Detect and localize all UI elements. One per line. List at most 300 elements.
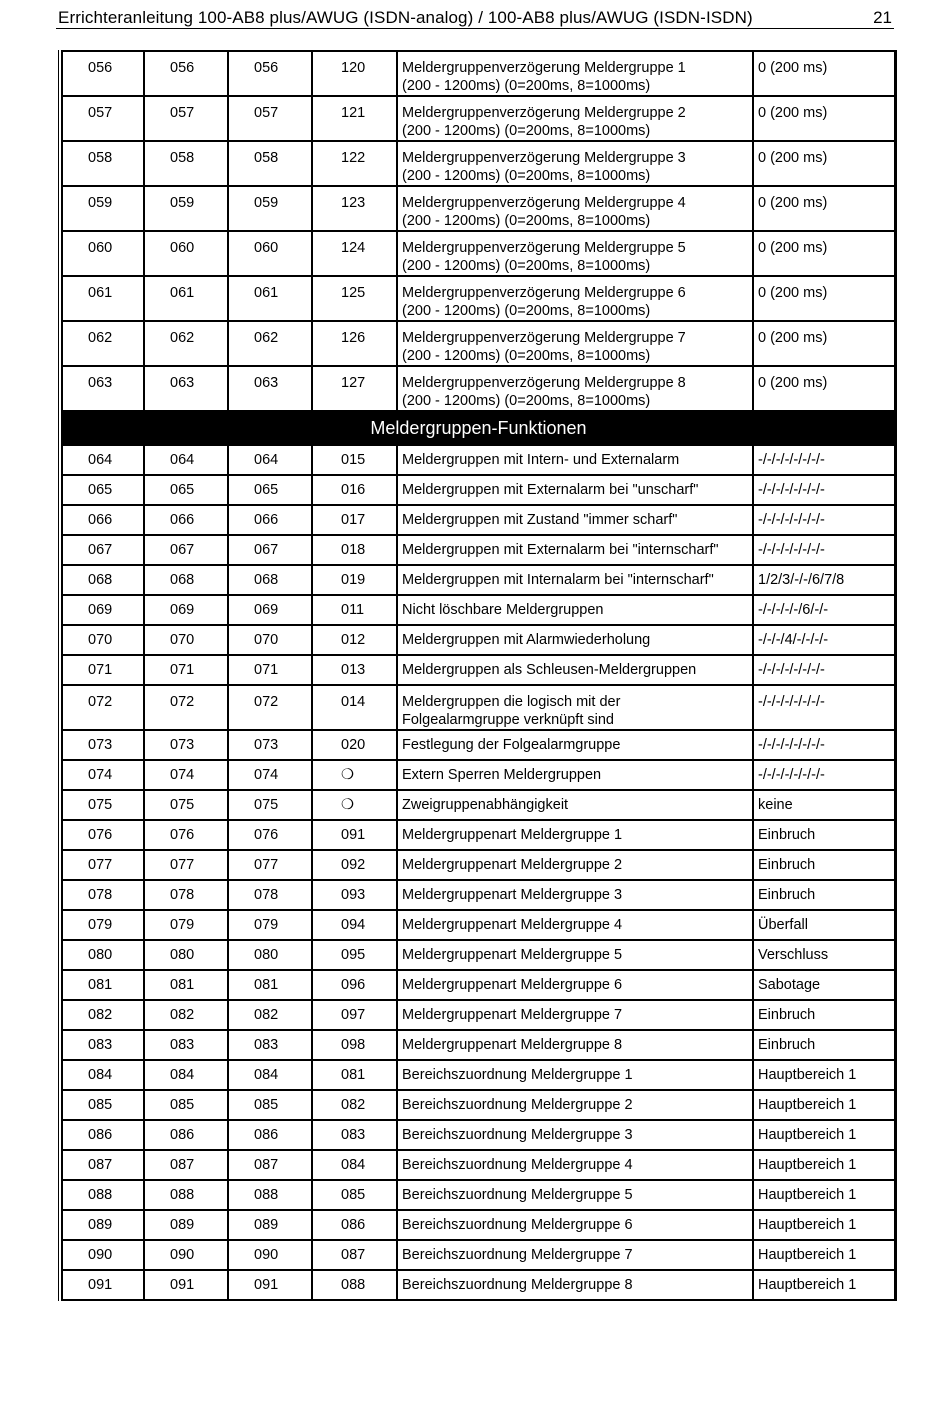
- description-cell: [397, 685, 753, 730]
- address-col-3: 056: [228, 51, 312, 96]
- description-cell: [397, 565, 753, 595]
- address-col-1: 066: [62, 505, 144, 535]
- table-row: [62, 970, 895, 1000]
- default-value-cell: -/-/-/-/-/-/-/-: [753, 475, 895, 505]
- address-col-4: 091: [312, 820, 397, 850]
- default-value-cell: 0 (200 ms): [753, 366, 895, 411]
- description-line-1: Meldergruppen mit Externalarm bei "unscharf": [402, 482, 699, 498]
- address-col-1: 061: [62, 276, 144, 321]
- description-cell: [397, 730, 753, 760]
- address-col-1: 082: [62, 1000, 144, 1030]
- table-row: [62, 565, 895, 595]
- address-col-1: 068: [62, 565, 144, 595]
- address-col-3: 088: [228, 1180, 312, 1210]
- address-col-1: 069: [62, 595, 144, 625]
- address-col-2: 056: [144, 51, 228, 96]
- address-col-3: 075: [228, 790, 312, 820]
- address-col-2: 066: [144, 505, 228, 535]
- address-col-4: 120: [312, 51, 397, 96]
- address-col-2: 088: [144, 1180, 228, 1210]
- table-row: [62, 96, 895, 141]
- address-col-1: 077: [62, 850, 144, 880]
- table-row: [62, 51, 895, 96]
- table-row: [62, 790, 895, 820]
- description-line-1: Meldergruppenart Meldergruppe 5: [402, 947, 623, 963]
- address-col-3: 085: [228, 1090, 312, 1120]
- description-line-2: (200 - 1200ms) (0=200ms, 8=1000ms): [402, 258, 651, 274]
- address-col-4: 095: [312, 940, 397, 970]
- table-row: [62, 445, 895, 475]
- default-value-cell: -/-/-/-/-/-/-/-: [753, 505, 895, 535]
- default-value-cell: Einbruch: [753, 1030, 895, 1060]
- address-col-2: 079: [144, 910, 228, 940]
- description-cell: [397, 760, 753, 790]
- address-col-3: 078: [228, 880, 312, 910]
- address-col-1: 089: [62, 1210, 144, 1240]
- address-col-4: 017: [312, 505, 397, 535]
- description-line-1: Bereichszuordnung Meldergruppe 5: [402, 1187, 633, 1203]
- description-cell: [397, 535, 753, 565]
- description-cell: [397, 1120, 753, 1150]
- address-col-4: 121: [312, 96, 397, 141]
- description-cell: [397, 51, 753, 96]
- description-line-1: Meldergruppenart Meldergruppe 2: [402, 857, 623, 873]
- description-line-2: (200 - 1200ms) (0=200ms, 8=1000ms): [402, 78, 651, 94]
- description-line-1: Meldergruppenverzögerung Meldergruppe 2: [402, 105, 686, 121]
- address-col-1: 062: [62, 321, 144, 366]
- address-col-4: 125: [312, 276, 397, 321]
- address-col-4: 093: [312, 880, 397, 910]
- address-col-2: 073: [144, 730, 228, 760]
- description-line-1: Bereichszuordnung Meldergruppe 4: [402, 1157, 633, 1173]
- address-col-4: 013: [312, 655, 397, 685]
- table-row: [62, 625, 895, 655]
- address-col-2: 076: [144, 820, 228, 850]
- table-row: [62, 1240, 895, 1270]
- description-line-1: Meldergruppenart Meldergruppe 1: [402, 827, 623, 843]
- address-col-3: 084: [228, 1060, 312, 1090]
- default-value-cell: -/-/-/-/-/-/-/-: [753, 535, 895, 565]
- address-col-1: 058: [62, 141, 144, 186]
- address-col-1: 057: [62, 96, 144, 141]
- description-cell: [397, 276, 753, 321]
- description-line-2: (200 - 1200ms) (0=200ms, 8=1000ms): [402, 348, 651, 364]
- address-col-3: 073: [228, 730, 312, 760]
- address-col-1: 087: [62, 1150, 144, 1180]
- table-row: [62, 505, 895, 535]
- address-col-1: 076: [62, 820, 144, 850]
- table-row: [62, 655, 895, 685]
- address-col-3: 066: [228, 505, 312, 535]
- description-line-2: (200 - 1200ms) (0=200ms, 8=1000ms): [402, 123, 651, 139]
- table-row: [62, 850, 895, 880]
- address-col-1: 088: [62, 1180, 144, 1210]
- default-value-cell: Hauptbereich 1: [753, 1240, 895, 1270]
- default-value-cell: 0 (200 ms): [753, 186, 895, 231]
- address-col-1: 085: [62, 1090, 144, 1120]
- address-col-4: 096: [312, 970, 397, 1000]
- address-col-4: 123: [312, 186, 397, 231]
- default-value-cell: Hauptbereich 1: [753, 1120, 895, 1150]
- address-col-1: 063: [62, 366, 144, 411]
- address-col-2: 065: [144, 475, 228, 505]
- description-cell: [397, 1090, 753, 1120]
- address-col-2: 086: [144, 1120, 228, 1150]
- default-value-cell: Verschluss: [753, 940, 895, 970]
- default-value-cell: Einbruch: [753, 880, 895, 910]
- description-cell: [397, 445, 753, 475]
- description-line-1: Meldergruppenverzögerung Meldergruppe 5: [402, 240, 686, 256]
- default-value-cell: -/-/-/-/-/-/-/-: [753, 445, 895, 475]
- address-col-4: 011: [312, 595, 397, 625]
- table-row: [62, 910, 895, 940]
- table-row: [62, 321, 895, 366]
- address-col-2: 063: [144, 366, 228, 411]
- address-col-2: 082: [144, 1000, 228, 1030]
- default-value-cell: keine: [753, 790, 895, 820]
- table-row: [62, 595, 895, 625]
- table-row: [62, 141, 895, 186]
- table-row: [62, 1030, 895, 1060]
- address-col-2: 057: [144, 96, 228, 141]
- address-col-3: 090: [228, 1240, 312, 1270]
- table-row: [62, 475, 895, 505]
- description-line-1: Nicht löschbare Meldergruppen: [402, 602, 604, 618]
- default-value-cell: 0 (200 ms): [753, 96, 895, 141]
- default-value-cell: 0 (200 ms): [753, 141, 895, 186]
- address-col-4: 085: [312, 1180, 397, 1210]
- address-col-4: 097: [312, 1000, 397, 1030]
- description-cell: [397, 186, 753, 231]
- default-value-cell: Überfall: [753, 910, 895, 940]
- address-col-4: 086: [312, 1210, 397, 1240]
- description-cell: [397, 790, 753, 820]
- description-line-1: Bereichszuordnung Meldergruppe 6: [402, 1217, 633, 1233]
- address-col-2: 078: [144, 880, 228, 910]
- description-line-2: (200 - 1200ms) (0=200ms, 8=1000ms): [402, 168, 651, 184]
- address-col-2: 091: [144, 1270, 228, 1300]
- parameter-table-frame: [58, 50, 897, 1301]
- parameter-table: [61, 50, 896, 1301]
- section-title: Meldergruppen-Funktionen: [62, 411, 895, 445]
- address-col-1: 073: [62, 730, 144, 760]
- default-value-cell: 0 (200 ms): [753, 231, 895, 276]
- address-col-1: 074: [62, 760, 144, 790]
- address-col-3: 059: [228, 186, 312, 231]
- description-line-1: Meldergruppen mit Externalarm bei "internscharf": [402, 542, 719, 558]
- description-cell: [397, 96, 753, 141]
- default-value-cell: Hauptbereich 1: [753, 1090, 895, 1120]
- address-col-4: 018: [312, 535, 397, 565]
- description-cell: [397, 1060, 753, 1090]
- default-value-cell: -/-/-/4/-/-/-/-: [753, 625, 895, 655]
- address-col-4: 126: [312, 321, 397, 366]
- default-value-cell: Einbruch: [753, 820, 895, 850]
- table-row: [62, 1150, 895, 1180]
- default-value-cell: Hauptbereich 1: [753, 1270, 895, 1300]
- address-col-2: 070: [144, 625, 228, 655]
- address-col-2: 077: [144, 850, 228, 880]
- table-row: [62, 186, 895, 231]
- page-header: [56, 4, 894, 29]
- address-col-1: 065: [62, 475, 144, 505]
- address-col-1: 071: [62, 655, 144, 685]
- description-cell: [397, 880, 753, 910]
- address-col-1: 072: [62, 685, 144, 730]
- address-col-1: 083: [62, 1030, 144, 1060]
- address-col-4: 088: [312, 1270, 397, 1300]
- address-col-2: 068: [144, 565, 228, 595]
- description-cell: [397, 910, 753, 940]
- address-col-4: 092: [312, 850, 397, 880]
- address-col-3: 058: [228, 141, 312, 186]
- description-cell: [397, 595, 753, 625]
- address-col-3: 062: [228, 321, 312, 366]
- table-row: [62, 880, 895, 910]
- table-row: [62, 730, 895, 760]
- address-col-2: 062: [144, 321, 228, 366]
- address-col-4: 098: [312, 1030, 397, 1060]
- address-col-3: 089: [228, 1210, 312, 1240]
- address-col-3: 087: [228, 1150, 312, 1180]
- description-line-1: Meldergruppenart Meldergruppe 4: [402, 917, 623, 933]
- description-cell: [397, 820, 753, 850]
- description-cell: [397, 1150, 753, 1180]
- description-line-1: Meldergruppenart Meldergruppe 7: [402, 1007, 623, 1023]
- address-col-2: 075: [144, 790, 228, 820]
- table-row: [62, 1090, 895, 1120]
- address-col-3: 068: [228, 565, 312, 595]
- description-cell: [397, 970, 753, 1000]
- address-col-4: 016: [312, 475, 397, 505]
- address-col-1: 078: [62, 880, 144, 910]
- address-col-1: 056: [62, 51, 144, 96]
- table-row: [62, 1270, 895, 1300]
- address-col-2: 058: [144, 141, 228, 186]
- description-line-1: Bereichszuordnung Meldergruppe 2: [402, 1097, 633, 1113]
- description-line-1: Bereichszuordnung Meldergruppe 3: [402, 1127, 633, 1143]
- description-line-1: Bereichszuordnung Meldergruppe 8: [402, 1277, 633, 1293]
- address-col-2: 069: [144, 595, 228, 625]
- address-col-4: 012: [312, 625, 397, 655]
- description-cell: [397, 1240, 753, 1270]
- address-col-2: 061: [144, 276, 228, 321]
- address-col-3: 064: [228, 445, 312, 475]
- default-value-cell: Hauptbereich 1: [753, 1180, 895, 1210]
- section-header-row: [62, 411, 895, 445]
- address-col-4: 081: [312, 1060, 397, 1090]
- address-col-3: 061: [228, 276, 312, 321]
- description-line-1: Meldergruppen als Schleusen-Meldergruppen: [402, 662, 697, 678]
- parameter-table-body: [62, 51, 895, 1300]
- table-row: [62, 940, 895, 970]
- description-line-2: Folgealarmgruppe verknüpft sind: [402, 712, 614, 728]
- address-col-3: 079: [228, 910, 312, 940]
- table-row: [62, 1060, 895, 1090]
- description-cell: [397, 1270, 753, 1300]
- address-col-1: 081: [62, 970, 144, 1000]
- description-line-1: Meldergruppenart Meldergruppe 3: [402, 887, 623, 903]
- address-col-4: ❍: [312, 790, 397, 820]
- address-col-3: 081: [228, 970, 312, 1000]
- address-col-4: 015: [312, 445, 397, 475]
- address-col-2: 060: [144, 231, 228, 276]
- default-value-cell: 1/2/3/-/-/6/7/8: [753, 565, 895, 595]
- address-col-2: 074: [144, 760, 228, 790]
- address-col-3: 065: [228, 475, 312, 505]
- description-line-1: Festlegung der Folgealarmgruppe: [402, 737, 621, 753]
- description-line-1: Meldergruppenverzögerung Meldergruppe 6: [402, 285, 686, 301]
- address-col-2: 089: [144, 1210, 228, 1240]
- address-col-3: 060: [228, 231, 312, 276]
- address-col-3: 072: [228, 685, 312, 730]
- table-row: [62, 820, 895, 850]
- address-col-2: 084: [144, 1060, 228, 1090]
- address-col-4: 083: [312, 1120, 397, 1150]
- address-col-3: 063: [228, 366, 312, 411]
- default-value-cell: 0 (200 ms): [753, 51, 895, 96]
- description-line-1: Meldergruppenverzögerung Meldergruppe 8: [402, 375, 686, 391]
- description-cell: [397, 141, 753, 186]
- description-cell: [397, 321, 753, 366]
- address-col-1: 091: [62, 1270, 144, 1300]
- description-line-1: Meldergruppenverzögerung Meldergruppe 4: [402, 195, 686, 211]
- address-col-3: 077: [228, 850, 312, 880]
- address-col-3: 071: [228, 655, 312, 685]
- table-row: [62, 1120, 895, 1150]
- address-col-1: 080: [62, 940, 144, 970]
- default-value-cell: -/-/-/-/-/6/-/-: [753, 595, 895, 625]
- description-line-1: Meldergruppen mit Internalarm bei "internscharf": [402, 572, 714, 588]
- address-col-2: 085: [144, 1090, 228, 1120]
- address-col-4: 087: [312, 1240, 397, 1270]
- address-col-2: 081: [144, 970, 228, 1000]
- address-col-3: 076: [228, 820, 312, 850]
- description-line-2: (200 - 1200ms) (0=200ms, 8=1000ms): [402, 303, 651, 319]
- table-row: [62, 231, 895, 276]
- description-cell: [397, 850, 753, 880]
- address-col-4: 094: [312, 910, 397, 940]
- description-line-1: Bereichszuordnung Meldergruppe 1: [402, 1067, 633, 1083]
- default-value-cell: -/-/-/-/-/-/-/-: [753, 730, 895, 760]
- address-col-3: 067: [228, 535, 312, 565]
- address-col-3: 074: [228, 760, 312, 790]
- address-col-1: 079: [62, 910, 144, 940]
- address-col-2: 064: [144, 445, 228, 475]
- address-col-4: ❍: [312, 760, 397, 790]
- default-value-cell: 0 (200 ms): [753, 321, 895, 366]
- address-col-1: 059: [62, 186, 144, 231]
- description-cell: [397, 1180, 753, 1210]
- description-cell: [397, 655, 753, 685]
- description-cell: [397, 1000, 753, 1030]
- table-row: [62, 535, 895, 565]
- address-col-3: 091: [228, 1270, 312, 1300]
- table-row: [62, 1210, 895, 1240]
- table-row: [62, 685, 895, 730]
- description-line-1: Meldergruppenverzögerung Meldergruppe 7: [402, 330, 686, 346]
- address-col-4: 019: [312, 565, 397, 595]
- page-number: 21: [873, 8, 892, 27]
- table-row: [62, 366, 895, 411]
- default-value-cell: Einbruch: [753, 850, 895, 880]
- address-col-4: 084: [312, 1150, 397, 1180]
- description-cell: [397, 940, 753, 970]
- address-col-2: 080: [144, 940, 228, 970]
- address-col-2: 083: [144, 1030, 228, 1060]
- description-cell: [397, 1030, 753, 1060]
- description-line-1: Meldergruppenart Meldergruppe 6: [402, 977, 623, 993]
- address-col-3: 057: [228, 96, 312, 141]
- description-line-1: Meldergruppen die logisch mit der: [402, 694, 621, 710]
- default-value-cell: Hauptbereich 1: [753, 1060, 895, 1090]
- document-title: Errichteranleitung 100-AB8 plus/AWUG (ISDN-analog) / 100-AB8 plus/AWUG (ISDN-ISDN): [58, 8, 753, 27]
- description-cell: [397, 625, 753, 655]
- address-col-4: 082: [312, 1090, 397, 1120]
- description-line-1: Meldergruppen mit Zustand "immer scharf": [402, 512, 678, 528]
- address-col-1: 060: [62, 231, 144, 276]
- address-col-3: 069: [228, 595, 312, 625]
- address-col-2: 090: [144, 1240, 228, 1270]
- address-col-2: 087: [144, 1150, 228, 1180]
- table-row: [62, 760, 895, 790]
- description-line-1: Meldergruppenverzögerung Meldergruppe 3: [402, 150, 686, 166]
- address-col-1: 067: [62, 535, 144, 565]
- address-col-1: 090: [62, 1240, 144, 1270]
- address-col-1: 070: [62, 625, 144, 655]
- address-col-3: 083: [228, 1030, 312, 1060]
- address-col-2: 067: [144, 535, 228, 565]
- description-cell: [397, 366, 753, 411]
- description-cell: [397, 231, 753, 276]
- default-value-cell: -/-/-/-/-/-/-/-: [753, 685, 895, 730]
- address-col-1: 075: [62, 790, 144, 820]
- address-col-4: 124: [312, 231, 397, 276]
- table-row: [62, 276, 895, 321]
- address-col-4: 014: [312, 685, 397, 730]
- table-row: [62, 1000, 895, 1030]
- default-value-cell: Sabotage: [753, 970, 895, 1000]
- address-col-3: 080: [228, 940, 312, 970]
- description-line-1: Extern Sperren Meldergruppen: [402, 767, 602, 783]
- description-line-1: Meldergruppenart Meldergruppe 8: [402, 1037, 623, 1053]
- address-col-3: 082: [228, 1000, 312, 1030]
- description-line-2: (200 - 1200ms) (0=200ms, 8=1000ms): [402, 213, 651, 229]
- description-cell: [397, 505, 753, 535]
- default-value-cell: Hauptbereich 1: [753, 1150, 895, 1180]
- description-line-1: Meldergruppen mit Intern- und Externalarm: [402, 452, 680, 468]
- default-value-cell: -/-/-/-/-/-/-/-: [753, 655, 895, 685]
- address-col-4: 127: [312, 366, 397, 411]
- address-col-3: 086: [228, 1120, 312, 1150]
- address-col-4: 122: [312, 141, 397, 186]
- default-value-cell: Einbruch: [753, 1000, 895, 1030]
- description-line-2: (200 - 1200ms) (0=200ms, 8=1000ms): [402, 393, 651, 409]
- address-col-1: 084: [62, 1060, 144, 1090]
- description-cell: [397, 1210, 753, 1240]
- address-col-2: 072: [144, 685, 228, 730]
- description-line-1: Bereichszuordnung Meldergruppe 7: [402, 1247, 633, 1263]
- table-row: [62, 1180, 895, 1210]
- description-line-1: Zweigruppenabhängigkeit: [402, 797, 569, 813]
- default-value-cell: 0 (200 ms): [753, 276, 895, 321]
- default-value-cell: Hauptbereich 1: [753, 1210, 895, 1240]
- address-col-4: 020: [312, 730, 397, 760]
- address-col-2: 071: [144, 655, 228, 685]
- address-col-1: 064: [62, 445, 144, 475]
- address-col-1: 086: [62, 1120, 144, 1150]
- default-value-cell: -/-/-/-/-/-/-/-: [753, 760, 895, 790]
